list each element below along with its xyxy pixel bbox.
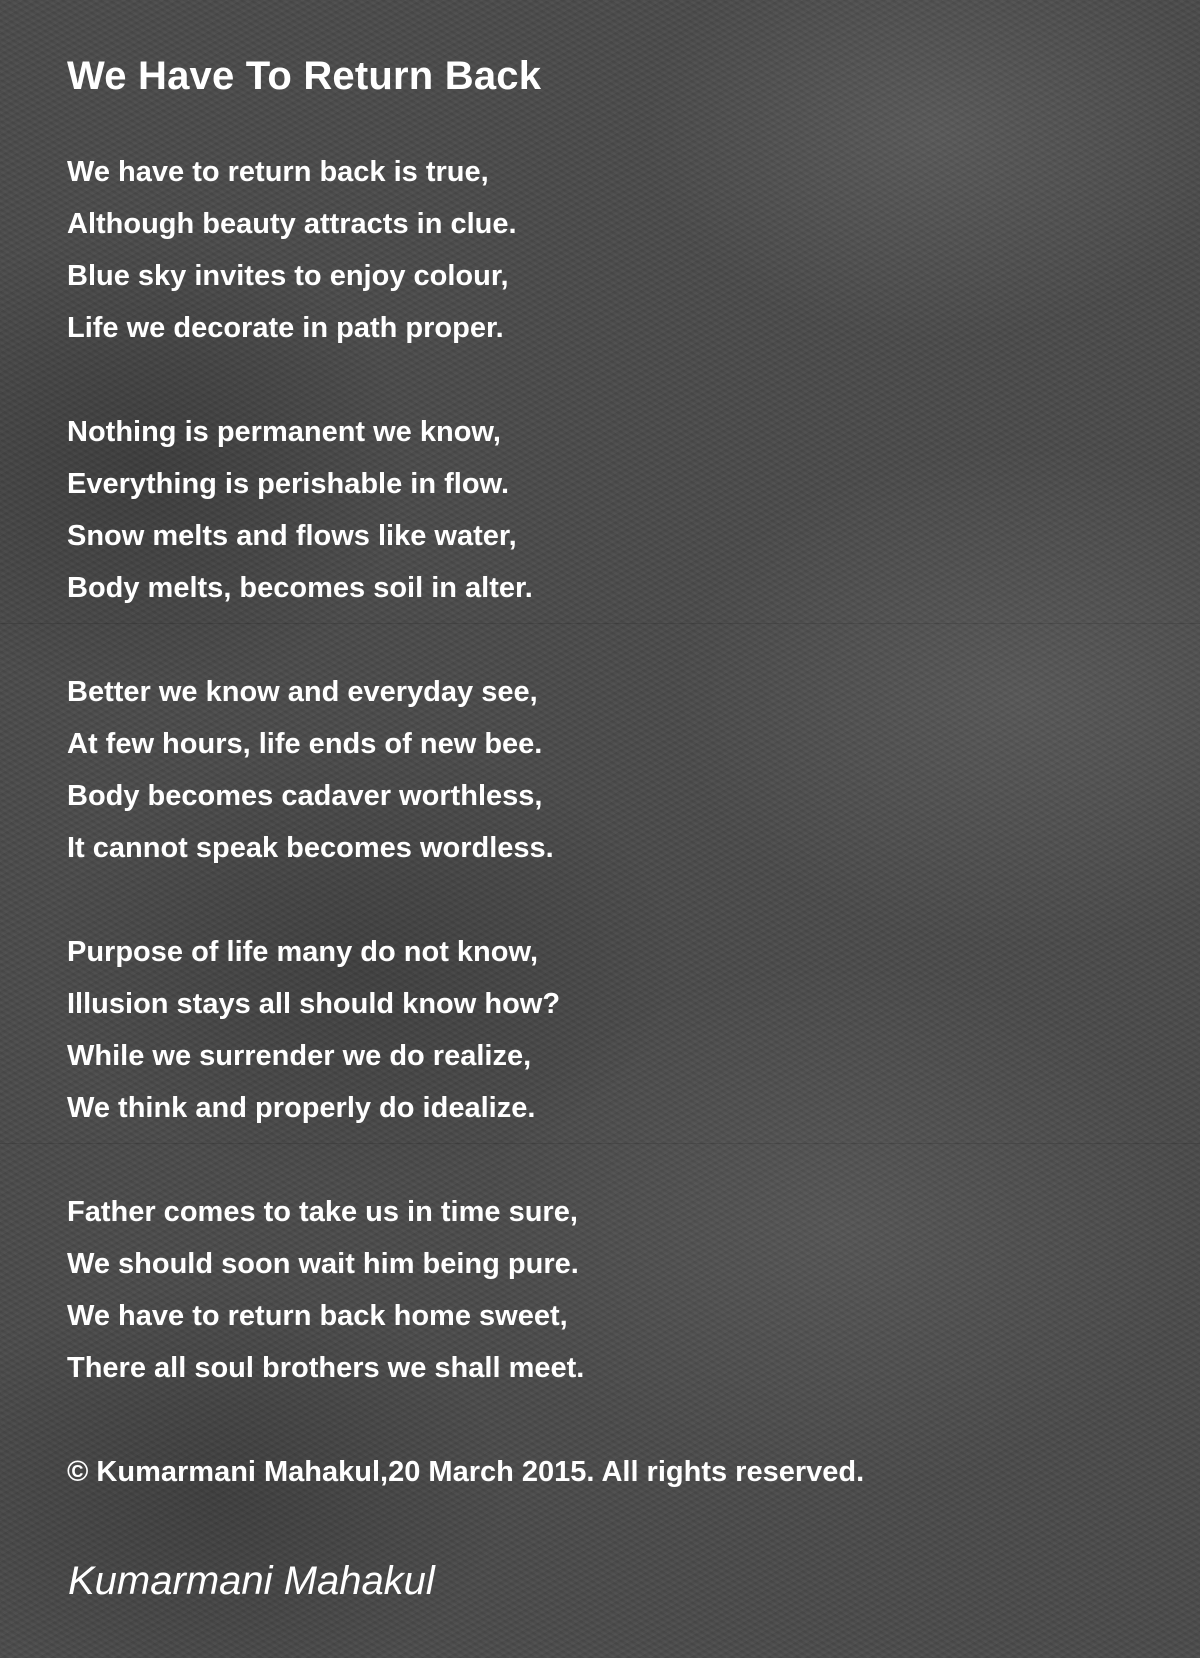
poem-line: Body becomes cadaver worthless,	[67, 780, 543, 812]
stanza-break	[67, 354, 1147, 406]
poem-line: Purpose of life many do not know,	[67, 936, 539, 968]
poem-line: There all soul brothers we shall meet.	[67, 1352, 585, 1384]
poem-line: Better we know and everyday see,	[67, 676, 538, 708]
poem-line: Father comes to take us in time sure,	[67, 1196, 578, 1228]
stanza-break	[67, 874, 1147, 926]
poem-line: We should soon wait him being pure.	[67, 1248, 579, 1280]
stanza-break	[67, 1134, 1147, 1186]
author-signature: Kumarmani Mahakul	[68, 1559, 435, 1603]
poem-line: We have to return back home sweet,	[67, 1300, 568, 1332]
poem-line: Body melts, becomes soil in alter.	[67, 572, 533, 604]
poem-line: Illusion stays all should know how?	[67, 988, 561, 1020]
poem-line: Snow melts and flows like water,	[67, 520, 517, 552]
poem-line: Although beauty attracts in clue.	[67, 208, 517, 240]
poem-title: We Have To Return Back	[67, 54, 542, 98]
poem-line: Everything is perishable in flow.	[67, 468, 510, 500]
copyright-line: © Kumarmani Mahakul,20 March 2015. All rights reserved.	[67, 1456, 865, 1488]
poem-line: Nothing is permanent we know,	[67, 416, 501, 448]
poem-line: Blue sky invites to enjoy colour,	[67, 260, 509, 292]
poem-body	[67, 146, 1147, 1498]
poem-line: It cannot speak becomes wordless.	[67, 832, 554, 864]
poem-line: At few hours, life ends of new bee.	[67, 728, 543, 760]
stanza-break	[67, 614, 1147, 666]
poem-line: We think and properly do idealize.	[67, 1092, 536, 1124]
poem-line: Life we decorate in path proper.	[67, 312, 504, 344]
stanza-break	[67, 1394, 1147, 1446]
poem-line: While we surrender we do realize,	[67, 1040, 532, 1072]
poem-line: We have to return back is true,	[67, 156, 489, 188]
poem-content	[67, 48, 1147, 1498]
